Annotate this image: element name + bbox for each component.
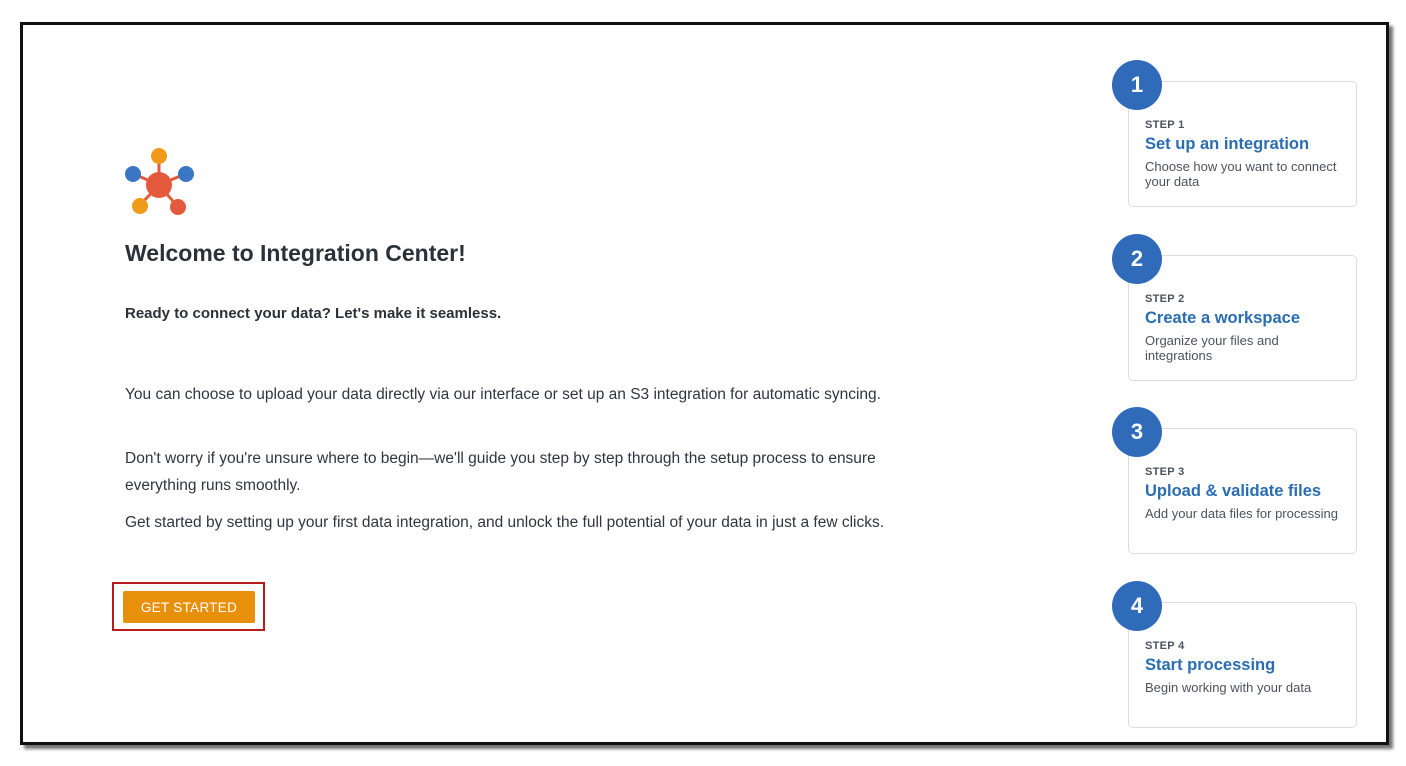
step-card-2 [1128, 246, 1357, 381]
step-title: Set up an integration [1145, 135, 1310, 153]
intro-paragraph-upload: You can choose to upload your data directly via our interface or set up an S3 integration for automatic syncing. [125, 386, 881, 403]
step-label: STEP 3 [1145, 466, 1185, 478]
step-card-4 [1128, 593, 1357, 728]
page-subtitle: Ready to connect your data? Let's make it seamless. [125, 305, 502, 322]
intro-paragraph-guidance: Don't worry if you're unsure where to begin—we'll guide you step by step through the setup process to ensure everything runs smoothly. [125, 450, 876, 494]
intro-paragraph-get-started: Get started by setting up your first data integration, and unlock the full potential of your data in just a few clicks. [125, 514, 885, 531]
step-number-badge: 1 [1112, 60, 1162, 110]
step-title: Create a workspace [1145, 309, 1301, 327]
step-description: Begin working with your data [1145, 680, 1312, 695]
step-number-badge: 2 [1112, 234, 1162, 284]
get-started-button[interactable]: GET STARTED [123, 591, 255, 623]
step-card-1 [1128, 72, 1357, 207]
step-label: STEP 2 [1145, 293, 1185, 305]
step-number-badge: 4 [1112, 581, 1162, 631]
step-label: STEP 4 [1145, 640, 1185, 652]
step-card-3 [1128, 419, 1357, 554]
step-label: STEP 1 [1145, 119, 1185, 131]
step-description: Add your data files for processing [1145, 506, 1338, 521]
step-title: Upload & validate files [1145, 482, 1322, 500]
step-description: Choose how you want to connect your data [1145, 159, 1337, 189]
step-number-badge: 3 [1112, 407, 1162, 457]
page-title: Welcome to Integration Center! [125, 240, 466, 266]
network-hub-icon [125, 145, 197, 215]
step-title: Start processing [1145, 656, 1276, 674]
step-description: Organize your files and integrations [1145, 333, 1279, 363]
integration-center-panel [20, 22, 1389, 745]
